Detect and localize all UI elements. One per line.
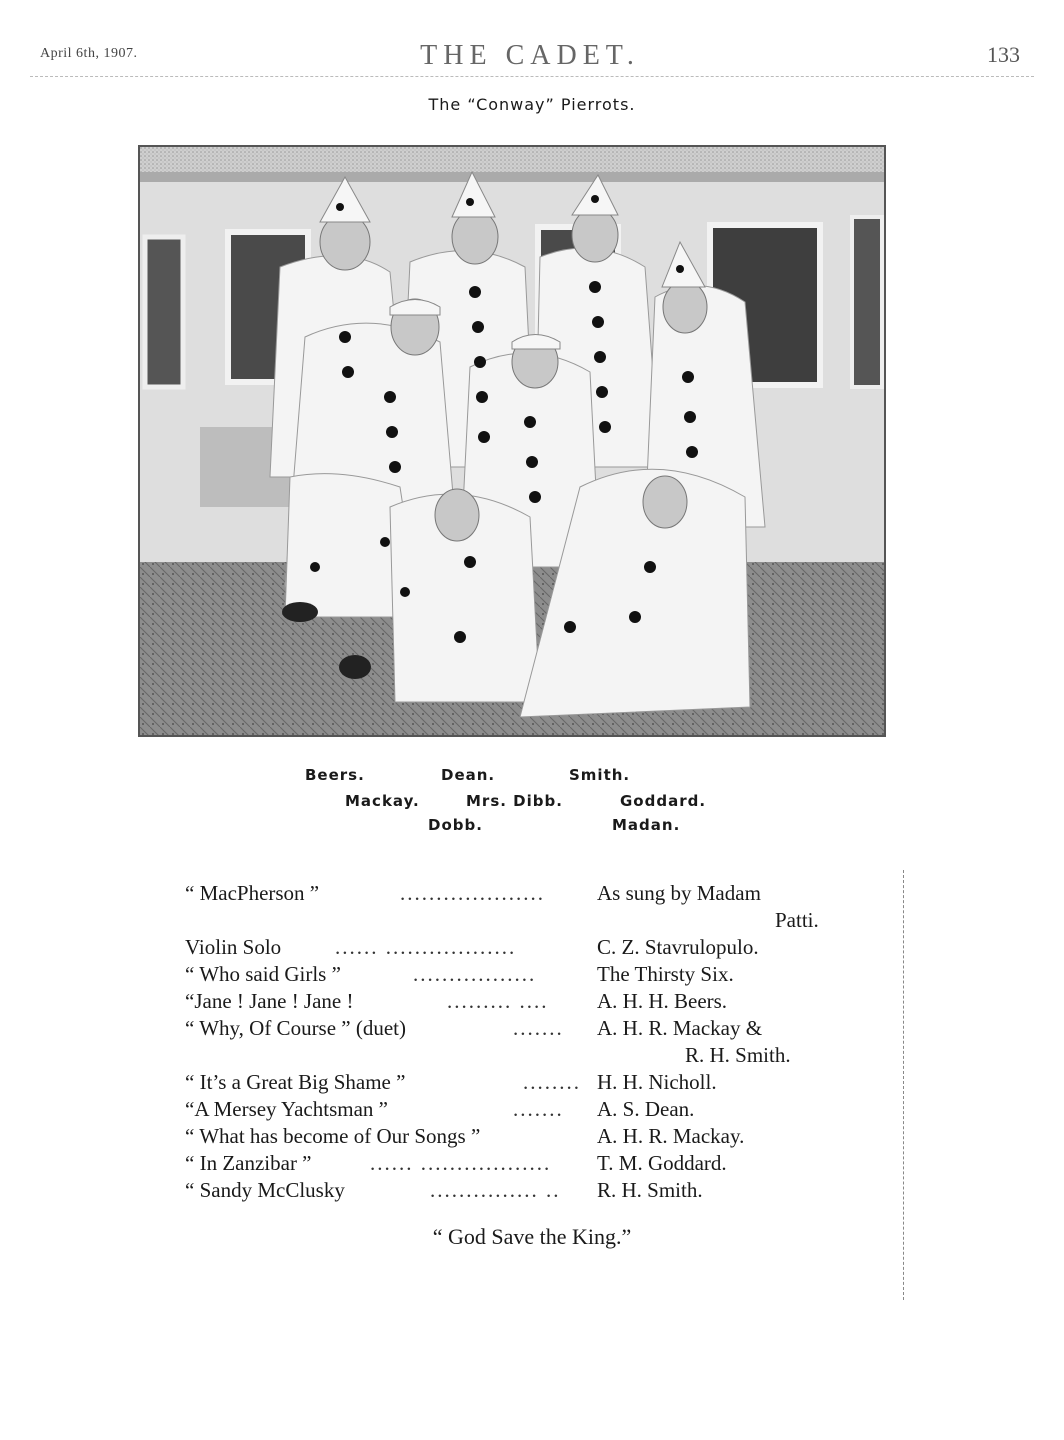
programme-row <box>185 961 865 988</box>
name-dobb: Dobb. <box>428 816 483 834</box>
song-title: Violin Solo <box>185 935 282 959</box>
leader-dots: ......... .... <box>447 989 549 1013</box>
programme-row <box>185 1015 865 1042</box>
pierrots-photograph <box>138 145 886 737</box>
performer: Patti. <box>775 908 819 932</box>
programme-row <box>185 1042 865 1069</box>
song-title: “A Mersey Yachtsman ” <box>185 1097 388 1121</box>
song-title: “ It’s a Great Big Shame ” <box>185 1070 406 1094</box>
publication-title: THE CADET. <box>420 40 640 71</box>
concert-programme <box>185 880 865 1204</box>
programme-row <box>185 1123 865 1150</box>
performer: H. H. Nicholl. <box>597 1070 717 1094</box>
column-rule <box>903 870 904 1300</box>
performer: R. H. Smith. <box>685 1043 791 1067</box>
leader-dots: ............... .. <box>430 1178 561 1202</box>
song-title: “ MacPherson ” <box>185 881 320 905</box>
leader-dots: ....... <box>513 1097 564 1121</box>
programme-row <box>185 1177 865 1204</box>
name-mackay: Mackay. <box>345 792 420 810</box>
song-title: “ Sandy McClusky <box>185 1178 345 1202</box>
programme-row <box>185 934 865 961</box>
page-number: 133 <box>987 42 1020 67</box>
leader-dots: ...... .................. <box>335 935 517 959</box>
performer: A. H. R. Mackay. <box>597 1124 745 1148</box>
name-smith: Smith. <box>569 766 631 784</box>
name-mrs-dibb: Mrs. Dibb. <box>466 792 563 810</box>
page-header <box>40 40 1020 76</box>
closing-anthem: “ God Save the King.” <box>432 1224 632 1249</box>
song-title: “Jane ! Jane ! Jane ! <box>185 989 354 1013</box>
performer: The Thirsty Six. <box>597 962 734 986</box>
programme-row <box>185 1150 865 1177</box>
performer: As sung by Madam <box>597 881 761 905</box>
performer: A. H. R. Mackay & <box>597 1016 763 1040</box>
performer: T. M. Goddard. <box>597 1151 727 1175</box>
issue-date: April 6th, 1907. <box>40 46 138 61</box>
header-rule <box>30 76 1034 77</box>
song-title: “ Who said Girls ” <box>185 962 341 986</box>
leader-dots: ...... .................. <box>370 1151 552 1175</box>
performer: R. H. Smith. <box>597 1178 703 1202</box>
leader-dots: ................. <box>413 962 537 986</box>
performer: C. Z. Stavrulopulo. <box>597 935 759 959</box>
programme-row <box>185 880 865 907</box>
programme-row <box>185 1069 865 1096</box>
programme-row <box>185 907 865 934</box>
name-madan: Madan. <box>612 816 681 834</box>
programme-row <box>185 1096 865 1123</box>
song-title: “ What has become of Our Songs ” <box>185 1124 481 1148</box>
leader-dots: ........ <box>523 1070 581 1094</box>
performer: A. H. H. Beers. <box>597 989 728 1013</box>
song-title: “ Why, Of Course ” (duet) <box>185 1016 407 1040</box>
song-title: “ In Zanzibar ” <box>185 1151 312 1175</box>
programme-row <box>185 988 865 1015</box>
name-dean: Dean. <box>441 766 496 784</box>
photo-caption: The “Conway” Pierrots. <box>428 95 636 114</box>
leader-dots: ....... <box>513 1016 564 1040</box>
name-goddard: Goddard. <box>620 792 707 810</box>
performer: A. S. Dean. <box>597 1097 695 1121</box>
name-beers: Beers. <box>305 766 365 784</box>
leader-dots: .................... <box>400 881 545 905</box>
